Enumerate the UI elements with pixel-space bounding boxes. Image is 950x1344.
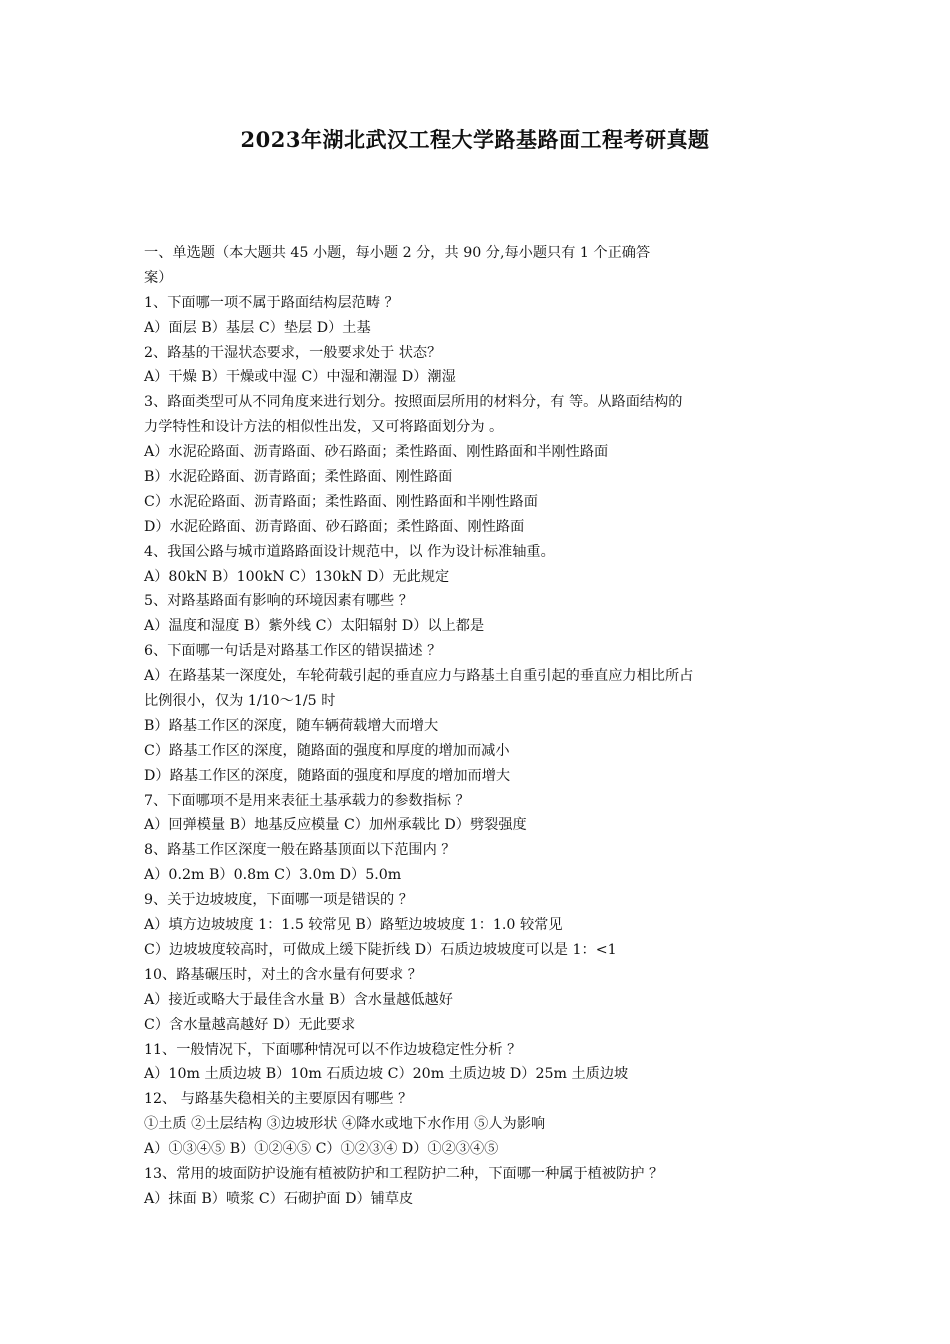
question-list bbox=[144, 241, 799, 1212]
text-line: 12、 与路基失稳相关的主要原因有哪些 ？ bbox=[144, 1091, 413, 1108]
text-line: 11、一般情况下，下面哪种情况可以不作边坡稳定性分析 ？ bbox=[144, 1041, 522, 1058]
text-line: C）边坡坡度较高时，可做成上缓下陡折线 D）石质边坡坡度可以是 1：<1 bbox=[144, 941, 617, 958]
text-line: 1、下面哪一项不属于路面结构层范畴 ？ bbox=[144, 294, 399, 311]
text-line: 比例很小，仅为 1/10～1/5 时 bbox=[144, 693, 336, 710]
text-line: C）含水量越高越好 D）无此要求 bbox=[144, 1016, 356, 1033]
text-line: 8、路基工作区深度一般在路基顶面以下范围内 ？ bbox=[144, 842, 456, 859]
text-line: D）路基工作区的深度，随路面的强度和厚度的增加而增大 bbox=[144, 767, 511, 784]
text-line: A）在路基某一深度处，车轮荷载引起的垂直应力与路基土自重引起的垂直应力相比所占 bbox=[144, 668, 694, 685]
text-line: B）水泥砼路面、沥青路面；柔性路面、刚性路面 bbox=[144, 469, 453, 486]
text-line: 9、关于边坡坡度，下面哪一项是错误的 ？ bbox=[144, 892, 413, 909]
text-line: A）80kN B）100kN C）130kN D）无此规定 bbox=[144, 568, 450, 585]
text-line: A）回弹模量 B）地基反应模量 C）加州承载比 D）劈裂强度 bbox=[144, 817, 527, 834]
text-line: D）水泥砼路面、沥青路面、砂石路面；柔性路面、刚性路面 bbox=[144, 518, 525, 535]
text-line: A）填方边坡坡度 1：1.5 较常见 B）路堑边坡坡度 1：1.0 较常见 bbox=[144, 917, 563, 934]
text-line: 6、下面哪一句话是对路基工作区的错误描述 ？ bbox=[144, 643, 442, 660]
text-line: ①土质 ②土层结构 ③边坡形状 ④降水或地下水作用 ⑤人为影响 bbox=[144, 1116, 546, 1133]
text-line: 4、我国公路与城市道路路面设计规范中，以 作为设计标准轴重。 bbox=[144, 543, 555, 560]
text-line: A）干燥 B）干燥或中湿 C）中湿和潮湿 D）潮湿 bbox=[144, 369, 456, 386]
text-line: 7、下面哪项不是用来表征土基承载力的参数指标 ？ bbox=[144, 792, 470, 809]
text-line: B）路基工作区的深度，随车辆荷载增大而增大 bbox=[144, 717, 439, 734]
text-line: A）0.2m B）0.8m C）3.0m D）5.0m bbox=[144, 867, 402, 884]
text-line: A）水泥砼路面、沥青路面、砂石路面；柔性路面、刚性路面和半刚性路面 bbox=[144, 444, 609, 461]
text-line: C）水泥砼路面、沥青路面；柔性路面、刚性路面和半刚性路面 bbox=[144, 493, 538, 510]
text-line: 2、路基的干湿状态要求，一般要求处于 状态？ bbox=[144, 344, 442, 361]
text-line: A）①③④⑤ B）①②④⑤ C）①②③④ D）①②③④⑤ bbox=[144, 1141, 499, 1158]
text-line: A）温度和湿度 B）紫外线 C）太阳辐射 D）以上都是 bbox=[144, 618, 485, 635]
text-line: 3、路面类型可从不同角度来进行划分。按照面层所用的材料分，有 等。从路面结构的 bbox=[144, 394, 683, 411]
text-line: 案） bbox=[144, 269, 173, 286]
text-line: A）接近或略大于最佳含水量 B）含水量越低越好 bbox=[144, 991, 453, 1008]
text-line: 5、对路基路面有影响的环境因素有哪些 ？ bbox=[144, 593, 413, 610]
text-line: 10、路基碾压时，对土的含水量有何要求 ？ bbox=[144, 966, 422, 983]
text-line: 13、常用的坡面防护设施有植被防护和工程防护二种，下面哪一种属于植被防护 ？ bbox=[144, 1165, 664, 1182]
text-line: C）路基工作区的深度，随路面的强度和厚度的增加而减小 bbox=[144, 742, 510, 759]
text-line: 一、单选题（本大题共 45 小题，每小题 2 分，共 90 分,每小题只有 1 个正确答 bbox=[144, 245, 651, 261]
text-line: A）10m 土质边坡 B）10m 石质边坡 C）20m 土质边坡 D）25m 土质边坡 bbox=[144, 1066, 629, 1083]
page-title: 2023年湖北武汉工程大学路基路面工程考研真题 bbox=[240, 127, 710, 152]
text-line: A）抹面 B）喷浆 C）石砌护面 D）铺草皮 bbox=[144, 1190, 414, 1207]
text-line: A）面层 B）基层 C）垫层 D）土基 bbox=[144, 319, 371, 336]
text-line: 力学特性和设计方法的相似性出发，又可将路面划分为 。 bbox=[144, 419, 504, 436]
